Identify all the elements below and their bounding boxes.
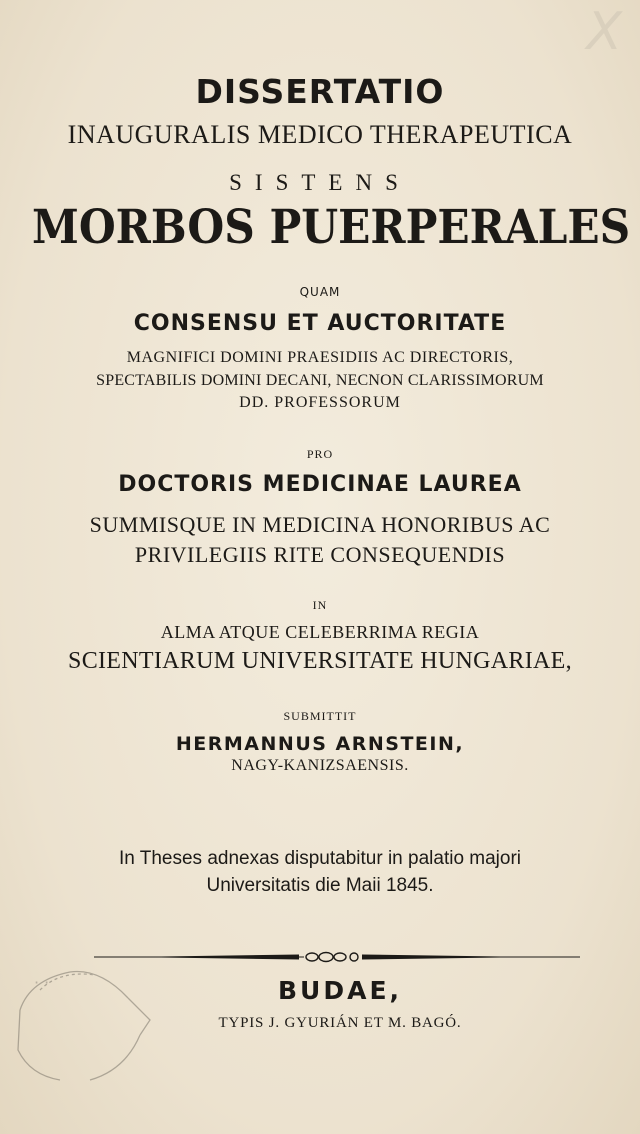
doctoris-line: DOCTORIS MEDICINAE LAUREA (118, 472, 522, 497)
summisque-line: SUMMISQUE IN MEDICINA HONORIBUS AC (89, 512, 551, 537)
imprint-printer: TYPIS J. GYURIÁN ET M. BAGÓ. (218, 1015, 462, 1031)
sistens-line: SISTENS (229, 170, 411, 195)
ornamental-rule (94, 950, 580, 964)
university-line: SCIENTIARUM UNIVERSITATE HUNGARIAE, (68, 648, 572, 674)
theses-line-2: Universitatis die Maii 1845. (206, 875, 434, 896)
author-name: HERMANNUS ARNSTEIN, (175, 733, 465, 755)
alma-line: ALMA ATQUE CELEBERRIMA REGIA (160, 622, 480, 642)
professorum-line: DD. PROFESSORUM (239, 394, 401, 411)
inauguralis-line: INAUGURALIS MEDICO THERAPEUTICA (67, 120, 573, 149)
in-line: IN (312, 598, 328, 612)
privilegiis-line: PRIVILEGIIS RITE CONSEQUENDIS (134, 542, 506, 567)
dissertatio-heading: DISSERTATIO (195, 72, 445, 111)
quam-line: QUAM (299, 285, 341, 299)
magnifici-line: MAGNIFICI DOMINI PRAESIDIIS AC DIRECTORIS, (126, 349, 514, 366)
subject-title: MORBOS PUERPERALES (32, 200, 631, 255)
pro-line: PRO (306, 447, 334, 461)
svg-text:· ·: · · (34, 973, 50, 992)
theses-line-1: In Theses adnexas disputabitur in palatio majori (118, 848, 522, 869)
shelf-mark: X (586, 2, 622, 62)
consensu-line: CONSENSU ET AUCTORITATE (133, 311, 507, 336)
submittit-line: SUBMITTIT (283, 709, 357, 723)
imprint-place: BUDAE, (277, 976, 403, 1005)
spectabilis-line: SPECTABILIS DOMINI DECANI, NECNON CLARISSIMORUM (96, 372, 544, 389)
author-origin: NAGY-KANIZSAENSIS. (231, 757, 409, 774)
